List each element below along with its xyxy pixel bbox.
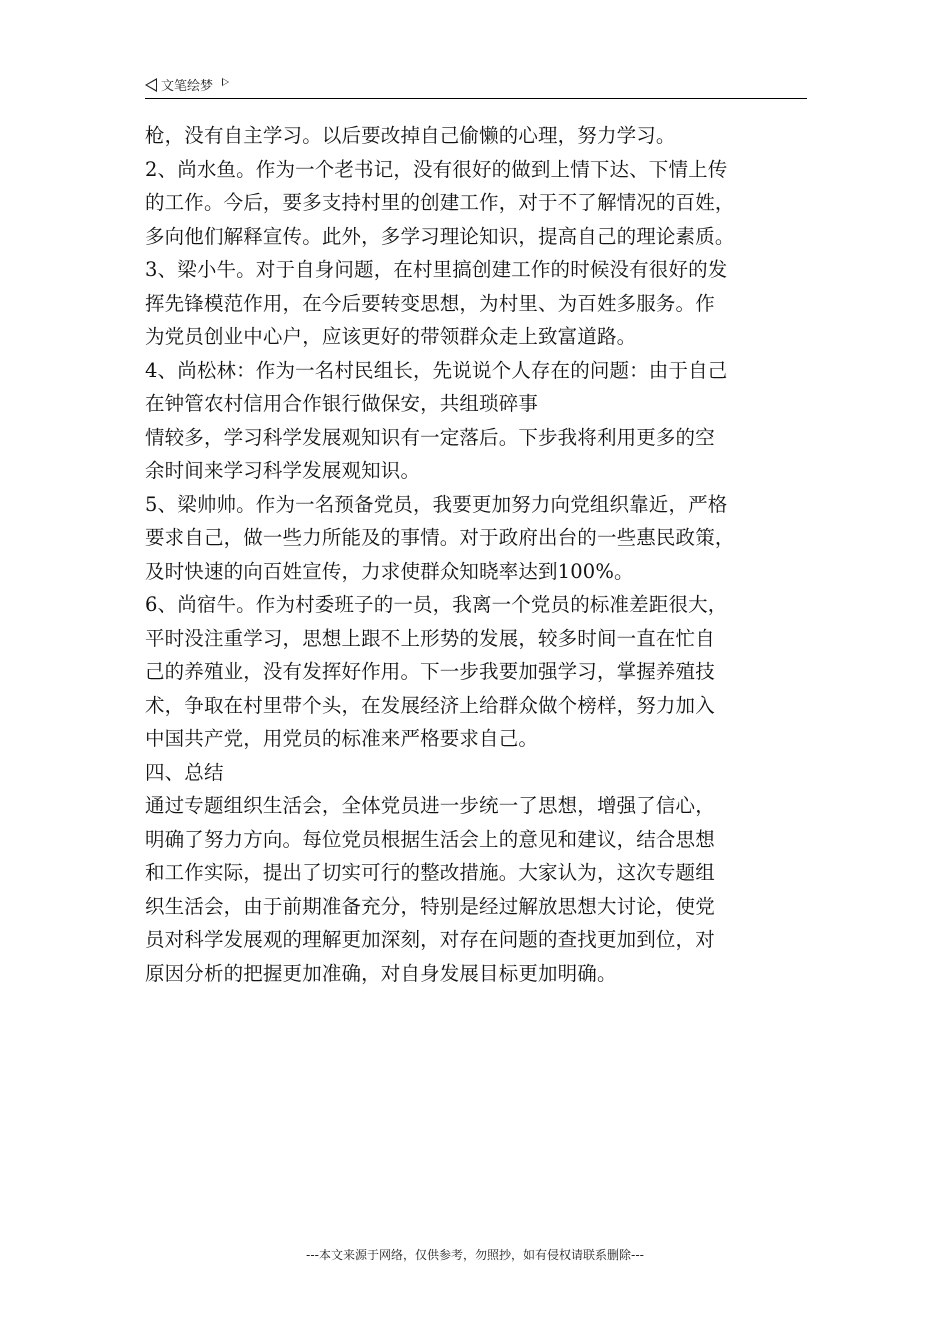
text-line: 员对科学发展观的理解更加深刻，对存在问题的查找更加到位，对 (145, 928, 715, 951)
text-line: 要求自己，做一些力所能及的事情。对于政府出台的一些惠民政策， (145, 526, 735, 549)
text-line: 平时没注重学习，思想上跟不上形势的发展，较多时间一直在忙自 (145, 626, 715, 650)
text-line: 通过专题组织生活会，全体党员进一步统一了思想，增强了信心， (145, 794, 715, 817)
section-heading: 四、总结 (145, 760, 224, 784)
header-brand-group (145, 75, 229, 94)
page-footer-disclaimer: ---本文来源于网络，仅供参考，勿照抄，如有侵权请联系删除--- (306, 1248, 644, 1262)
triangle-right-icon (222, 78, 229, 86)
text-line: 中国共产党，用党员的标准来严格要求自己。 (145, 727, 539, 750)
text-line: 明确了努力方向。每位党员根据生活会上的意见和建议，结合思想 (145, 827, 715, 851)
text-line: 5、梁帅帅。作为一名预备党员，我要更加努力向党组织靠近，严格 (145, 492, 728, 516)
text-line: 多向他们解释宣传。此外，多学习理论知识，提高自己的理论素质。 (145, 224, 735, 248)
text-line: 余时间来学习科学发展观知识。 (145, 459, 421, 482)
text-line: 术，争取在村里带个头，在发展经济上给群众做个榜样，努力加入 (145, 693, 715, 717)
text-line: 织生活会，由于前期准备充分，特别是经过解放思想大讨论，使党 (145, 894, 715, 918)
text-line: 挥先锋模范作用，在今后要转变思想，为村里、为百姓多服务。作 (145, 291, 715, 315)
page-header (145, 72, 807, 99)
text-line: 和工作实际，提出了切实可行的整改措施。大家认为，这次专题组 (145, 861, 715, 884)
triangle-left-icon (145, 78, 157, 92)
text-line: 在钟管农村信用合作银行做保安，共组琐碎事 (145, 392, 539, 415)
text-line: 为党员创业中心户，应该更好的带领群众走上致富道路。 (145, 325, 637, 348)
header-brand: 文笔绘梦 (161, 79, 214, 94)
text-line: 的工作。今后，要多支持村里的创建工作，对于不了解情况的百姓， (145, 191, 735, 214)
text-line: 枪，没有自主学习。以后要改掉自己偷懒的心理，努力学习。 (145, 124, 676, 147)
text-line: 3、梁小牛。对于自身问题，在村里搞创建工作的时候没有很好的发 (145, 258, 728, 281)
text-line: 4、尚松林：作为一名村民组长，先说说个人存在的问题：由于自己 (145, 358, 728, 382)
text-line: 情较多，学习科学发展观知识有一定落后。下步我将利用更多的空 (145, 425, 715, 449)
text-line: 及时快速的向百姓宣传，力求使群众知晓率达到100%。 (145, 559, 634, 583)
document-body (145, 119, 825, 990)
text-line: 6、尚宿牛。作为村委班子的一员，我离一个党员的标准差距很大， (145, 593, 728, 616)
text-line: 2、尚水鱼。作为一个老书记，没有很好的做到上情下达、下情上传 (145, 157, 728, 181)
text-line: 原因分析的把握更加准确，对自身发展目标更加明确。 (145, 961, 617, 985)
text-line: 己的养殖业，没有发挥好作用。下一步我要加强学习，掌握养殖技 (145, 660, 715, 683)
